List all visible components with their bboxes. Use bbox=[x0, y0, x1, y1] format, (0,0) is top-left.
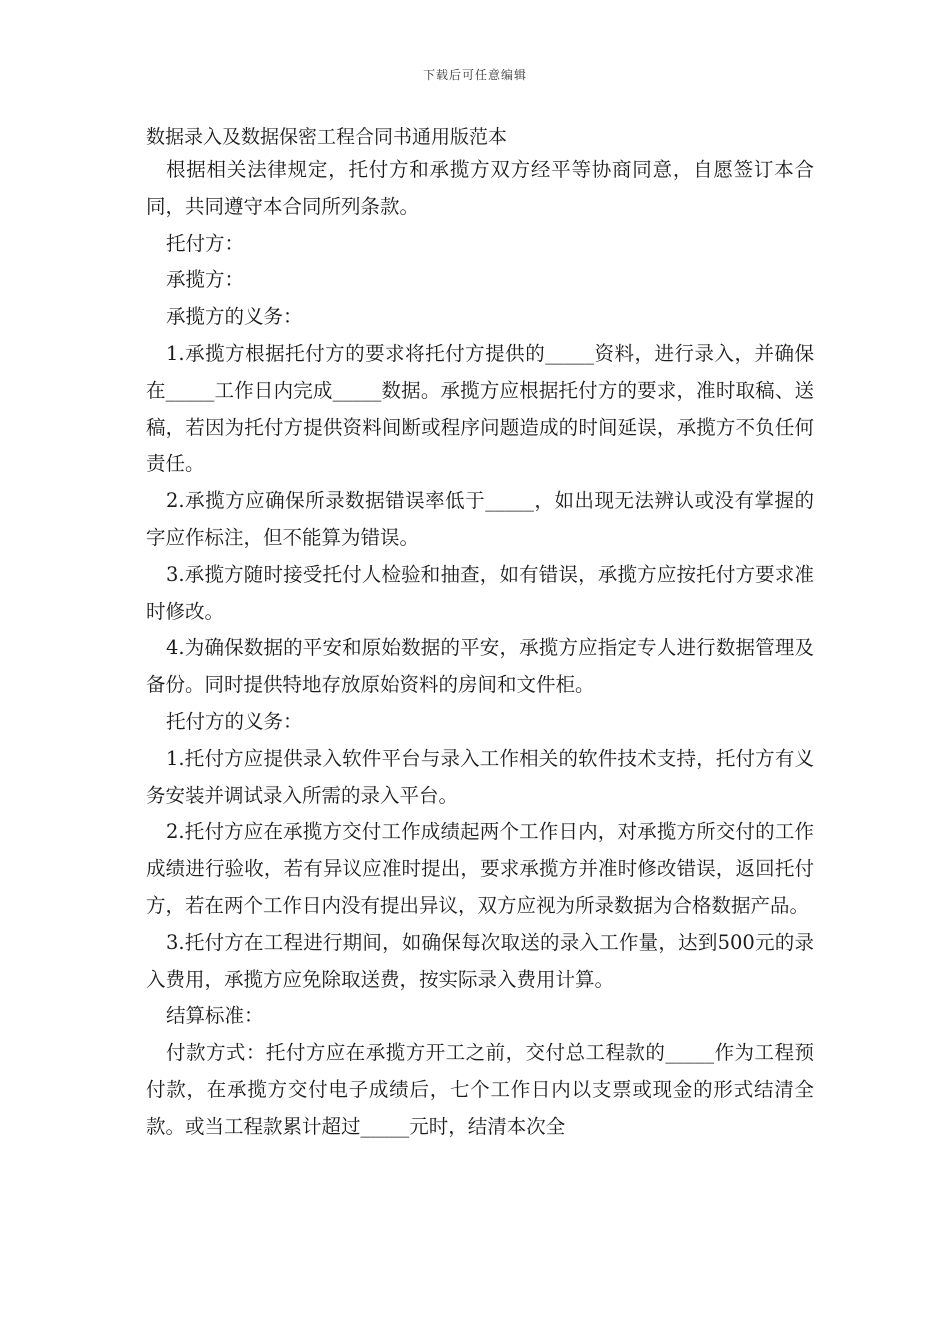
paragraph-contractor-label: 承揽方： bbox=[166, 268, 245, 292]
page-header-note: 下载后可任意编辑 bbox=[422, 68, 527, 82]
section-heading-client-obligations: 托付方的义务： bbox=[166, 709, 303, 733]
paragraph-client-label: 托付方： bbox=[166, 231, 245, 255]
paragraph-client-obligation-1: 1.托付方应提供录入软件平台与录入工作相关的软件技术支持，托付方有义务安装并调试录入所需的录入平台。 bbox=[146, 746, 814, 807]
document-body bbox=[146, 122, 814, 1146]
paragraph-payment-method: 付款方式：托付方应在承揽方开工之前，交付总工程款的_____作为工程预付款，在承揽方交付电子成绩后，七个工作日内以支票或现金的形式结清全款。或当工程款累计超过_____元时，结清本次全 bbox=[146, 1041, 814, 1138]
paragraph-client-obligation-2: 2.托付方应在承揽方交付工作成绩起两个工作日内，对承揽方所交付的工作成绩进行验收，若有异议应准时提出，要求承揽方并准时修改错误，返回托付方，若在两个工作日内没有提出异议，双方应视为所录数据为合格数据产品。 bbox=[146, 820, 814, 917]
section-heading-contractor-obligations: 承揽方的义务： bbox=[166, 305, 303, 329]
document-title: 数据录入及数据保密工程合同书通用版范本 bbox=[146, 126, 508, 148]
paragraph-contractor-obligation-2: 2.承揽方应确保所录数据错误率低于_____，如出现无法辨认或没有掌握的字应作标注，但不能算为错误。 bbox=[146, 489, 814, 549]
paragraph-preamble: 根据相关法律规定，托付方和承揽方双方经平等协商同意，自愿签订本合同，共同遵守本合同所列条款。 bbox=[146, 158, 814, 218]
paragraph-contractor-obligation-4: 4.为确保数据的平安和原始数据的平安，承揽方应指定专人进行数据管理及备份。同时提供特地存放原始资料的房间和文件柜。 bbox=[146, 636, 814, 697]
paragraph-contractor-obligation-3: 3.承揽方随时接受托付人检验和抽查，如有错误，承揽方应按托付方要求准时修改。 bbox=[146, 562, 814, 623]
paragraph-client-obligation-3: 3.托付方在工程进行期间，如确保每次取送的录入工作量，达到500元的录入费用，承揽方应免除取送费，按实际录入费用计算。 bbox=[146, 930, 814, 991]
section-heading-settlement: 结算标准： bbox=[166, 1004, 264, 1028]
paragraph-contractor-obligation-1: 1.承揽方根据托付方的要求将托付方提供的_____资料，进行录入，并确保在_____工作日内完成_____数据。承揽方应根据托付方的要求，准时取稿、送稿，若因为托付方提供资料间断或程序问题造成的时间延误，承揽方不负任何责任。 bbox=[146, 341, 814, 476]
